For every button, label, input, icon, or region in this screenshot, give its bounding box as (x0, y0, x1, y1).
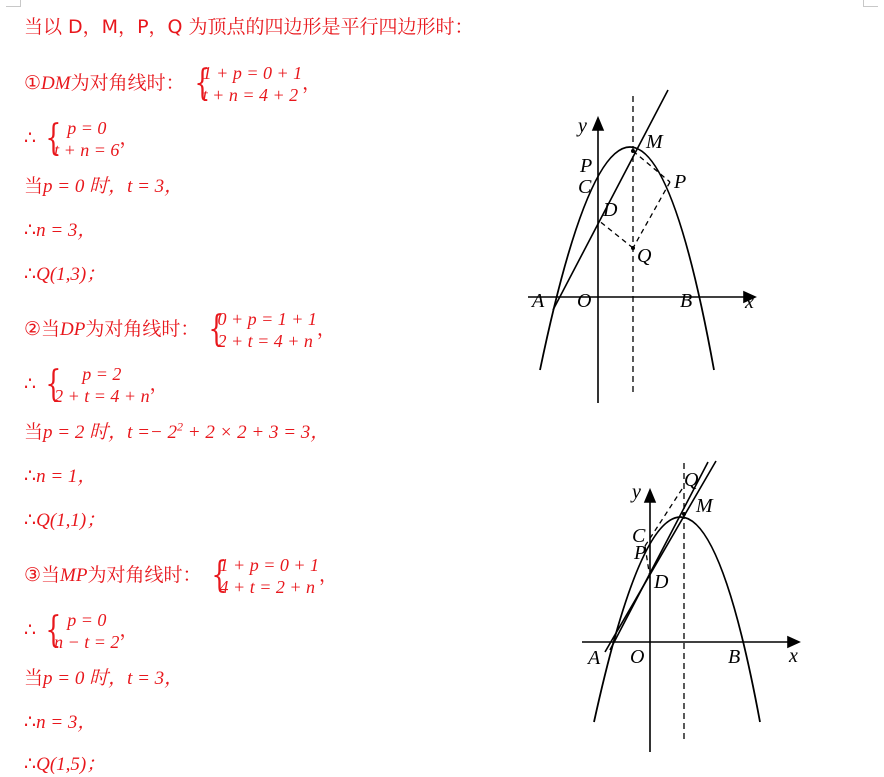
label-Q: Q (684, 469, 699, 491)
case1-title-text: 为对角线时： (70, 72, 185, 94)
brace-glyph: { (210, 555, 228, 596)
label-x: x (745, 291, 754, 313)
label-B: B (728, 646, 741, 668)
case2-solved-eq-1: p = 2 (82, 364, 122, 384)
line-through-P-Q (605, 461, 716, 652)
brace-glyph: { (208, 309, 225, 350)
therefore-symbol: ∴ (24, 127, 37, 149)
case3-when-text: p = 0 时，t = 3， (43, 668, 184, 689)
case2-eq-2: 2 + t = 4 + n (217, 331, 313, 351)
case3-eq-1: 1 + p = 0 + 1 (219, 555, 319, 575)
parabola-curve (594, 517, 760, 722)
system-comma: ， (316, 318, 336, 340)
therefore-symbol: ∴ (24, 263, 37, 285)
case1-q-value: Q(1,3)； (36, 264, 106, 285)
label-A: A (532, 290, 545, 312)
brace-glyph: { (45, 118, 62, 159)
case1-n-value: n = 3， (36, 220, 97, 241)
case1-label: ① (24, 72, 42, 94)
case3-label: ③当 (24, 564, 61, 586)
case2-solved-eq-2: 2 + t = 4 + n (54, 386, 150, 406)
label-y: y (632, 481, 641, 503)
label-D: D (603, 199, 618, 221)
label-B: B (680, 290, 693, 312)
label-P: P (634, 542, 647, 564)
therefore-symbol: ∴ (24, 753, 37, 775)
figure-2-axes (582, 490, 799, 752)
case3-title-text: 为对角线时： (87, 564, 202, 586)
case3-n-value: n = 3， (36, 712, 97, 733)
case2-title-text: 为对角线时： (85, 318, 200, 340)
label-A: A (588, 647, 601, 669)
case1-solved-eq-1: p = 0 (67, 118, 107, 138)
label-M: M (646, 131, 663, 153)
case3-eq-2: 4 + t = 2 + n (219, 577, 315, 597)
therefore-symbol: ∴ (24, 465, 37, 487)
case2-when-rest: + 2 × 2 + 3 = 3， (183, 422, 330, 443)
case1-eq-2: t + n = 4 + 2 (202, 85, 299, 105)
label-D: D (654, 571, 669, 593)
case2-diagonal: DP (60, 319, 86, 340)
case1-diagonal: DM (41, 73, 71, 94)
when-prefix: 当 (24, 175, 44, 197)
system-comma: ， (149, 373, 169, 395)
case2-q-value: Q(1,1)； (36, 510, 106, 531)
therefore-symbol: ∴ (24, 509, 37, 531)
case2-label: ②当 (24, 318, 61, 340)
therefore-symbol: ∴ (24, 619, 37, 641)
system-comma: ， (119, 619, 139, 641)
therefore-symbol: ∴ (24, 219, 37, 241)
case1-solved-eq-2: t + n = 6 (54, 140, 120, 160)
label-O: O (577, 290, 592, 312)
case2-exponent: 2 (177, 419, 184, 434)
case3-solved-eq-2: n − t = 2 (54, 632, 120, 652)
case1-eq-1: 1 + p = 0 + 1 (202, 63, 303, 83)
label-Q: Q (637, 245, 652, 267)
system-comma: ， (119, 127, 139, 149)
label-C: C (632, 525, 646, 547)
brace-glyph: { (45, 610, 62, 651)
case1-when-text: p = 0 时，t = 3， (43, 176, 184, 197)
label-x: x (789, 645, 798, 667)
y-axis-arrow (645, 490, 655, 502)
therefore-symbol: ∴ (24, 373, 37, 395)
point-M (682, 512, 686, 516)
case2-eq-1: 0 + p = 1 + 1 (217, 309, 317, 329)
case2-when-text: p = 2 时，t =− 2 (43, 422, 178, 443)
when-prefix: 当 (24, 421, 44, 443)
system-comma: ， (319, 564, 339, 586)
label-P-right: P (674, 171, 687, 193)
label-y: y (578, 115, 587, 137)
therefore-symbol: ∴ (24, 711, 37, 733)
case3-q-value: Q(1,5)； (36, 754, 106, 775)
brace-glyph: { (194, 63, 211, 104)
label-M: M (696, 495, 713, 517)
label-C: C (578, 176, 592, 198)
brace-glyph: { (45, 364, 62, 405)
system-comma: ， (302, 72, 322, 94)
case3-solved-eq-1: p = 0 (67, 610, 107, 630)
label-O: O (630, 646, 645, 668)
case3-diagonal: MP (60, 565, 88, 586)
case2-n-value: n = 1， (36, 466, 97, 487)
label-P-left: P (580, 155, 593, 177)
heading-text: 当以 D，M，P，Q 为顶点的四边形是平行四边形时： (24, 16, 474, 38)
when-prefix: 当 (24, 667, 44, 689)
